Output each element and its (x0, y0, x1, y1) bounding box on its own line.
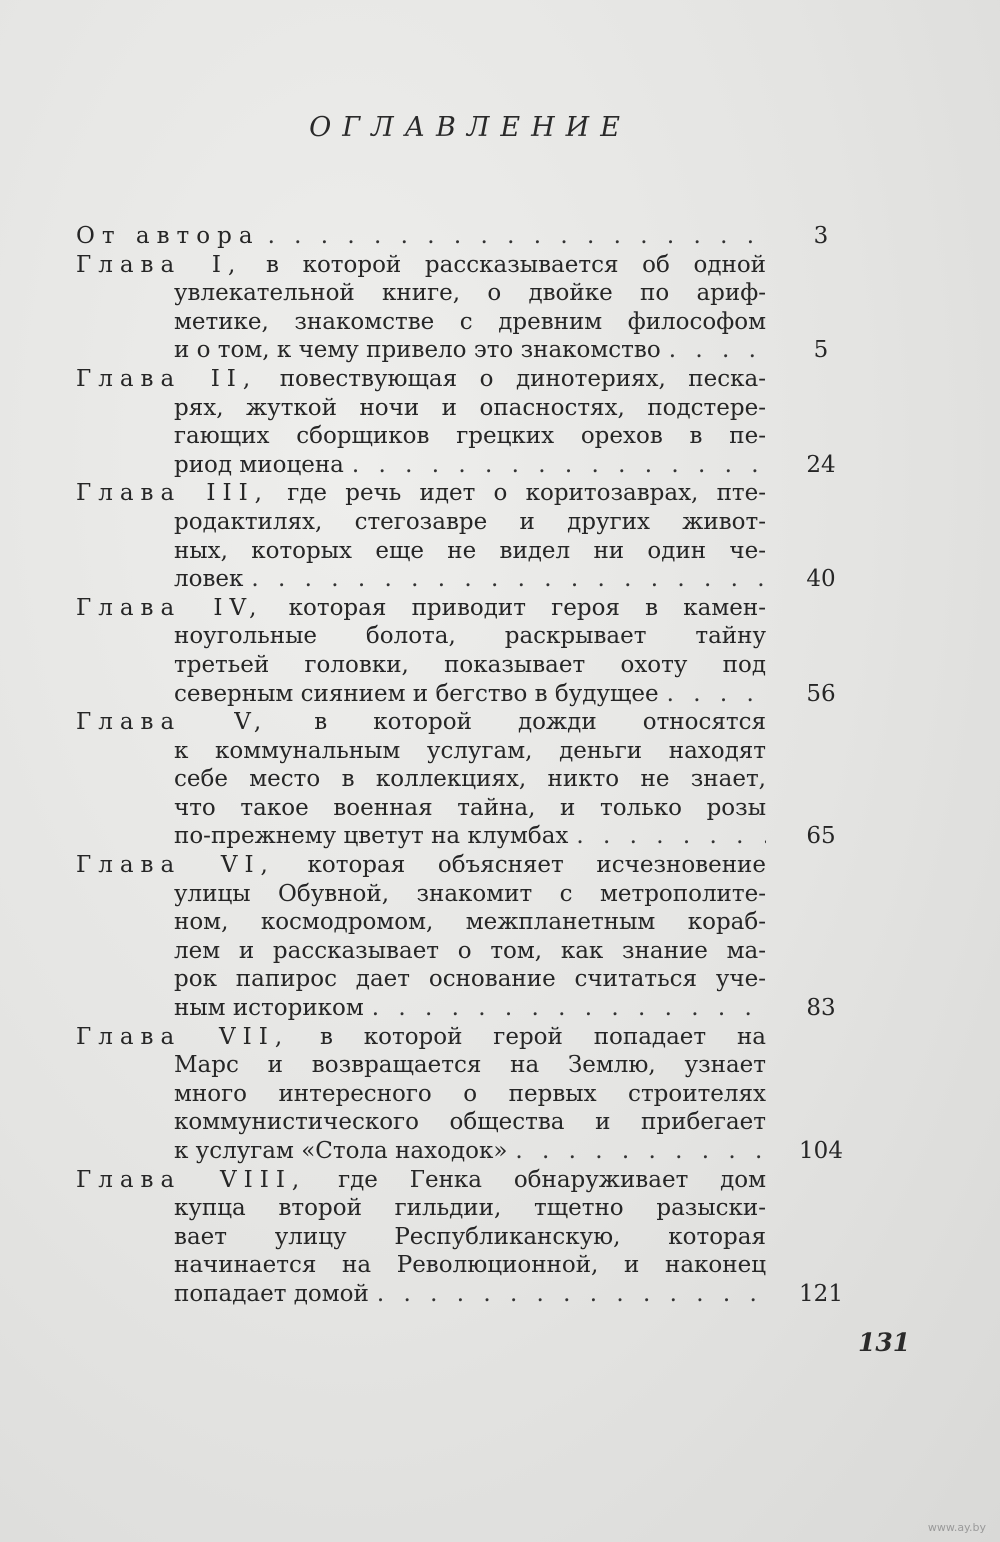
toc-page-number: 65 (806, 823, 836, 850)
toc-entry-label: Глава III, (76, 480, 269, 507)
toc-line-text-wrap (174, 765, 766, 794)
toc-entry (76, 365, 876, 479)
toc-line (76, 994, 876, 1023)
toc-line (76, 1023, 876, 1052)
toc-line (76, 1137, 876, 1166)
toc-line (76, 1280, 876, 1309)
toc-line-text-wrap (174, 1251, 766, 1280)
toc-line-text-wrap (76, 594, 766, 623)
toc-line (76, 794, 876, 823)
leader-dots (260, 222, 766, 251)
toc-line (76, 822, 876, 851)
toc-entry-text: вает улицу Республиканскую, которая (174, 1223, 766, 1250)
toc-line (76, 651, 876, 680)
toc-line (76, 451, 876, 480)
toc-page-number: 83 (806, 995, 836, 1022)
toc-entry-text: в которой герой попадает на (319, 1023, 766, 1050)
toc-line (76, 1108, 876, 1137)
toc-entry-text: риод миоцена (174, 451, 344, 478)
toc-entry-label: Глава VIII, (76, 1166, 307, 1193)
toc-line-text-wrap (174, 1223, 766, 1252)
toc-line-text-wrap (76, 365, 766, 394)
toc-line-text-wrap (174, 451, 766, 480)
toc-entry (76, 851, 876, 1023)
toc-page-number: 5 (813, 337, 829, 364)
toc-entry-text: гающих сборщиков грецких орехов в пе- (174, 423, 766, 450)
toc-line (76, 594, 876, 623)
toc-entry-text: по-прежнему цветут на клумбах (174, 823, 569, 850)
toc-line (76, 336, 876, 365)
toc-page-number: 104 (799, 1138, 843, 1164)
leader-dots (659, 680, 766, 709)
toc-line (76, 1194, 876, 1223)
toc-entry-text: рях, жуткой ночи и опасностях, подстере- (174, 394, 766, 421)
toc-entry (76, 594, 876, 708)
toc-line-text-wrap (174, 680, 766, 709)
toc-line-text-wrap (174, 394, 766, 423)
toc-entry-text: которая объясняет исчезновение (307, 852, 766, 879)
toc-entry-text: много интересного о первых строителях (174, 1080, 766, 1107)
toc-entry-text: начинается на Революционной, и наконец (174, 1252, 766, 1279)
toc-line-text-wrap (174, 651, 766, 680)
toc-line-text-wrap (174, 737, 766, 766)
toc-line-text-wrap (76, 1166, 766, 1195)
toc-line (76, 479, 876, 508)
toc-line-text-wrap (174, 1137, 766, 1166)
toc-line (76, 537, 876, 566)
toc-entry-text: купца второй гильдии, тщетно разыски- (174, 1195, 766, 1222)
toc-line (76, 365, 876, 394)
toc-entry-text: которая приводит героя в камен- (288, 594, 766, 621)
toc-line-text-wrap (174, 937, 766, 966)
toc-line-text-wrap (76, 251, 766, 280)
toc-line-text-wrap (174, 1194, 766, 1223)
page-number: 131 (858, 1328, 911, 1357)
toc-entry-text: в которой рассказывается об одной (265, 251, 766, 278)
toc-entry (76, 251, 876, 365)
toc-line (76, 251, 876, 280)
toc-line (76, 708, 876, 737)
toc-page-number: 24 (806, 451, 836, 478)
toc-page-number: 121 (799, 1280, 843, 1307)
toc-line-text-wrap (174, 794, 766, 823)
toc-line-text-wrap (174, 508, 766, 537)
toc-line (76, 1051, 876, 1080)
toc-line-text-wrap (174, 308, 766, 337)
toc-entry (76, 1166, 876, 1309)
toc-entry-text: и о том, к чему привело это знакомство (174, 337, 661, 364)
toc-entry (76, 222, 876, 251)
toc-entry-label: Глава VII, (76, 1023, 290, 1050)
toc-line-text-wrap (174, 279, 766, 308)
toc-entry-text: к коммунальным услугам, деньги находят (174, 737, 766, 764)
toc-entry-text: северным сиянием и бегство в будущее (174, 680, 659, 707)
toc-line-text-wrap (76, 851, 766, 880)
toc-line (76, 394, 876, 423)
toc-entry-text: в которой дожди относятся (314, 709, 766, 736)
toc-entry-text: где Генка обнаруживает дом (338, 1166, 766, 1193)
toc-entry-text: третьей головки, показывает охоту под (174, 651, 766, 678)
toc-line-text-wrap (76, 222, 766, 251)
toc-entry-text: ных, которых еще не видел ни один че- (174, 537, 766, 564)
toc-line (76, 1251, 876, 1280)
toc-line-text-wrap (76, 708, 766, 737)
toc-entry-text: рок папирос дает основание считаться уче- (174, 966, 766, 993)
toc-entry-text: себе место в коллекциях, никто не знает, (174, 766, 766, 793)
toc-line-text-wrap (174, 908, 766, 937)
toc-line (76, 308, 876, 337)
leader-dots (507, 1137, 766, 1166)
toc-line-text-wrap (174, 822, 766, 851)
toc-entry-text: лем и рассказывает о том, как знание ма- (174, 937, 766, 964)
toc-line-text-wrap (174, 1080, 766, 1109)
toc-line (76, 1223, 876, 1252)
toc-line (76, 765, 876, 794)
toc-line (76, 680, 876, 709)
toc-entry-text: попадает домой (174, 1280, 369, 1307)
toc-line-text-wrap (174, 965, 766, 994)
toc-line (76, 737, 876, 766)
toc-entry-text: ном, космодромом, межпланетным кораб- (174, 909, 766, 936)
toc-entry (76, 1023, 876, 1166)
toc-line-text-wrap (174, 565, 766, 594)
page-title: ОГЛАВЛЕНИЕ (309, 112, 631, 143)
table-of-contents (76, 222, 876, 1309)
toc-entry-text: коммунистического общества и прибегает (174, 1109, 766, 1136)
toc-line-text-wrap (174, 336, 766, 365)
toc-entry-label: Глава VI, (76, 852, 275, 879)
toc-entry-label: От автора (76, 223, 260, 249)
toc-line-text-wrap (76, 1023, 766, 1052)
toc-entry-label: Глава IV, (76, 594, 264, 621)
toc-line (76, 508, 876, 537)
toc-entry-text: к услугам «Стола находок» (174, 1138, 508, 1164)
toc-entry-text: ноугольные болота, раскрывает тайну (174, 623, 766, 650)
toc-line-text-wrap (174, 1051, 766, 1080)
toc-entry-text: Марс и возвращается на Землю, узнает (174, 1052, 766, 1079)
toc-line (76, 1166, 876, 1195)
toc-line-text-wrap (174, 537, 766, 566)
toc-line (76, 222, 876, 251)
toc-line-text-wrap (174, 422, 766, 451)
toc-entry-text: повествующая о динотериях, песка- (279, 365, 766, 392)
toc-line (76, 279, 876, 308)
toc-line (76, 565, 876, 594)
watermark: www.ay.by (927, 1521, 986, 1534)
toc-entry (76, 708, 876, 851)
toc-line-text-wrap (174, 1280, 766, 1309)
toc-line (76, 880, 876, 909)
toc-line-text-wrap (174, 994, 766, 1023)
toc-page-number: 3 (813, 223, 829, 249)
toc-line (76, 422, 876, 451)
leader-dots (344, 451, 766, 480)
toc-entry-text: увлекательной книге, о двойке по ариф- (174, 280, 766, 307)
toc-entry (76, 479, 876, 593)
toc-entry-text: что такое военная тайна, и только розы (174, 794, 766, 821)
toc-page-number: 56 (806, 680, 836, 707)
toc-entry-text: метике, знакомстве с древним философом (174, 308, 766, 335)
toc-page-number: 40 (806, 566, 836, 593)
leader-dots (243, 565, 766, 594)
toc-line (76, 851, 876, 880)
toc-entry-text: где речь идет о коритозаврах, пте- (287, 480, 766, 507)
toc-line (76, 908, 876, 937)
toc-entry-label: Глава II, (76, 365, 258, 392)
leader-dots (369, 1280, 766, 1309)
toc-entry-text: ловек (174, 566, 244, 593)
toc-entry-label: Глава V, (76, 709, 269, 736)
toc-entry-text: ным историком (174, 995, 364, 1022)
toc-entry-label: Глава I, (76, 251, 243, 278)
toc-line-text-wrap (174, 622, 766, 651)
toc-line-text-wrap (174, 880, 766, 909)
toc-line (76, 937, 876, 966)
leader-dots (364, 994, 766, 1023)
toc-line (76, 622, 876, 651)
toc-entry-text: улицы Обувной, знакомит с метрополите- (174, 880, 766, 907)
leader-dots (661, 336, 766, 365)
leader-dots (568, 822, 766, 851)
toc-entry-text: родактилях, стегозавре и других живот- (174, 508, 766, 535)
toc-line-text-wrap (76, 479, 766, 508)
toc-line (76, 965, 876, 994)
toc-line (76, 1080, 876, 1109)
toc-line-text-wrap (174, 1108, 766, 1137)
